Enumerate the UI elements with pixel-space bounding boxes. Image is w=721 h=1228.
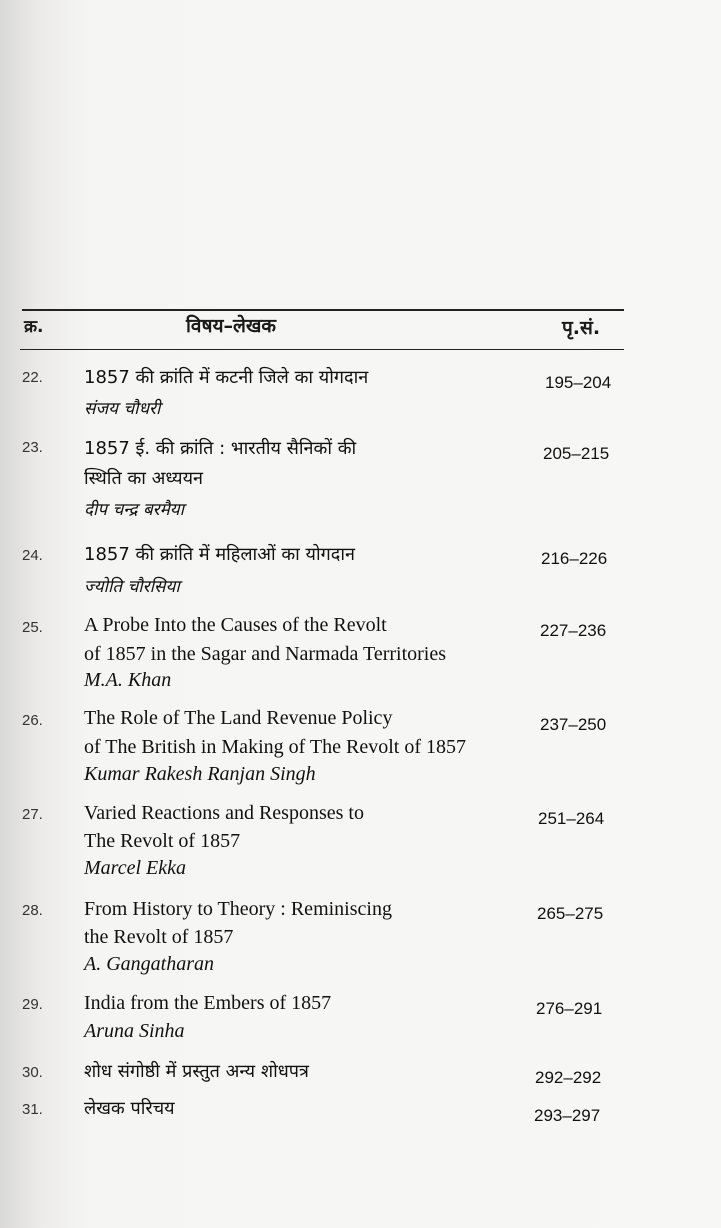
entry-pages: 237–250	[540, 715, 607, 734]
entry-author: दीप चन्द्र बरमैया	[84, 500, 185, 520]
entry-number: 23.	[22, 439, 43, 456]
entry-title: 1857 की क्रांति में महिलाओं का योगदान	[84, 544, 355, 565]
entry-title: A Probe Into the Causes of the Revolt	[84, 614, 387, 636]
entry-number: 29.	[22, 996, 43, 1013]
entry-title: the Revolt of 1857	[84, 926, 234, 948]
entry-title: Varied Reactions and Responses to	[84, 802, 364, 824]
entry-number: 30.	[22, 1064, 43, 1081]
entry-author: A. Gangatharan	[84, 953, 214, 975]
entry-author: Aruna Sinha	[84, 1020, 185, 1042]
entry-number: 25.	[22, 619, 43, 636]
entry-pages: 216–226	[541, 549, 608, 568]
entry-number: 24.	[22, 547, 43, 564]
entry-pages: 292–292	[535, 1068, 602, 1087]
entry-pages: 265–275	[537, 904, 604, 923]
entry-title: of 1857 in the Sagar and Narmada Territories	[84, 643, 447, 665]
entry-author: M.A. Khan	[84, 669, 172, 691]
entry-pages: 251–264	[538, 809, 605, 828]
entry-pages: 276–291	[536, 999, 603, 1018]
header-page-label: पृ.सं.	[562, 317, 601, 339]
entry-pages: 227–236	[540, 621, 607, 640]
entry-number: 27.	[22, 806, 43, 823]
entry-title: 1857 की क्रांति में कटनी जिले का योगदान	[84, 367, 369, 388]
entry-title: of The British in Making of The Revolt of 1857	[84, 736, 467, 758]
header-number-label: क्र.	[24, 317, 44, 337]
entry-title: The Revolt of 1857	[84, 830, 241, 852]
entry-author: Marcel Ekka	[84, 857, 186, 879]
entry-author: ज्योति चौरसिया	[84, 577, 180, 597]
entry-pages: 293–297	[534, 1106, 601, 1125]
entry-number: 31.	[22, 1101, 43, 1118]
entry-number: 26.	[22, 712, 43, 729]
entry-author: Kumar Rakesh Ranjan Singh	[84, 763, 316, 785]
toc-header	[0, 312, 721, 342]
entry-title: From History to Theory : Reminiscing	[84, 898, 392, 920]
entry-number: 22.	[22, 369, 43, 386]
header-bottom-rule	[20, 349, 624, 350]
header-subject-label: विषय–लेखक	[186, 315, 277, 337]
entry-author: संजय चौधरी	[84, 399, 161, 419]
entry-title: The Role of The Land Revenue Policy	[84, 707, 393, 729]
entry-pages: 205–215	[543, 444, 610, 463]
entry-title: लेखक परिचय	[84, 1098, 175, 1119]
entry-pages: 195–204	[545, 373, 612, 392]
entry-title: शोध संगोष्ठी में प्रस्तुत अन्य शोधपत्र	[84, 1061, 309, 1082]
entry-number: 28.	[22, 902, 43, 919]
header-top-rule	[22, 309, 624, 311]
entry-title: स्थिति का अध्ययन	[84, 468, 204, 489]
entry-title: India from the Embers of 1857	[84, 992, 332, 1014]
entry-title: 1857 ई. की क्रांति : भारतीय सैनिकों की	[84, 438, 357, 459]
